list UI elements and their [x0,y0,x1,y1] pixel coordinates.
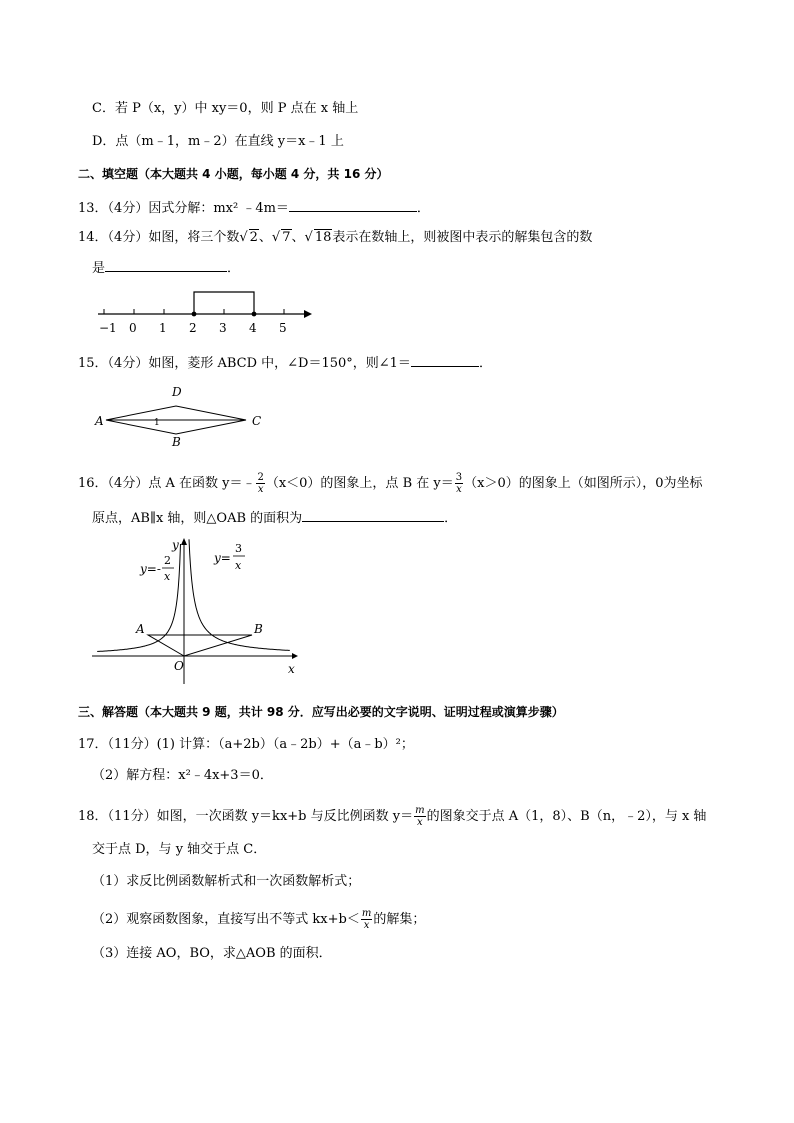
label-c: C [252,414,262,428]
sqrt-18: √ 18 [304,230,332,245]
number-line-tick-label: 0 [129,321,137,335]
label-d: D [172,385,182,399]
label-y: y [172,538,179,552]
q13-text: 13．（4分）因式分解：mx² ﹣4m＝ [78,201,289,216]
question-14 [78,229,592,246]
label-b: B [254,622,263,636]
q14-line2 [92,259,240,277]
left-curve-den: x [164,570,171,583]
q14-pre: 14．（4分）如图，将三个数 [78,230,240,245]
x-axis-arrow [292,653,298,659]
sqrt-2: √ 2 [239,230,258,245]
q15-text: 15．（4分）如图，菱形 ABCD 中，∠D＝150°，则∠1＝ [78,356,411,371]
q15-answer-blank[interactable] [411,354,479,367]
q13-answer-blank[interactable] [289,199,417,212]
section-3-title: 三、解答题（本大题共 9 题，共计 98 分．应写出必要的文字说明、证明过程或演算步骤） [78,705,564,719]
q18-sub2-a: （2）观察函数图象，直接写出不等式 kx+b＜ [92,912,360,927]
left-curve-num: 2 [164,554,171,567]
section-2-title: 二、填空题（本大题共 4 小题，每小题 4 分，共 16 分） [78,167,389,181]
fraction-2-over-x: $\frac{2}{x}$ [257,472,264,495]
number-line-tick-label: 3 [219,321,227,335]
question-16 [78,472,702,495]
number-line-tick-label: 4 [249,321,257,335]
number-line-tick-label: 1 [159,321,167,335]
fraction-3-over-x: $\frac{3}{x}$ [455,472,463,495]
label-b: B [172,435,181,449]
q16-p3: （x＞0）的图象上（如图所示），0为坐标 [464,476,703,491]
q14-post: 表示在数轴上，则被图中表示的解集包含的数 [332,230,593,245]
number-line-tick-label: 2 [189,321,197,335]
q16-line2-text: 原点，AB∥x 轴，则△OAB 的面积为 [92,511,303,526]
q18-sub2-b: 的解集； [373,912,426,927]
number-line-tick-label: 5 [279,321,287,335]
q17-line1: 17．（11分）(1) 计算：（a+2b）（a﹣2b）+（a﹣b）²； [78,737,414,752]
q16-p2: （x＜0）的图象上，点 B 在 y＝ [265,476,454,491]
q18-line2: 交于点 D，与 y 轴交于点 C． [92,842,267,857]
rhombus-figure [90,380,270,448]
q14-answer-blank[interactable] [105,259,227,272]
question-15 [78,354,492,372]
sqrt-7: √ 7 [271,230,291,245]
q18-sub1: （1）求反比例函数解析式和一次函数解析式； [92,874,361,889]
right-curve-num: 3 [235,542,242,555]
q16-p1: 16．（4分）点 A 在函数 y＝﹣ [78,476,256,491]
number-line-tick-label: −1 [99,321,117,335]
q16-answer-blank[interactable] [302,509,444,522]
fraction-m-over-x-2: $\frac{m}{x}$ [361,908,372,931]
q18-sub2 [92,908,425,931]
question-13 [78,199,430,217]
q14-sep-1: 、 [258,230,272,245]
label-a: A [95,414,104,428]
number-line-figure [92,286,312,338]
label-a: A [136,622,145,636]
triangle-oab [148,635,252,656]
q18-p2: 的图象交于点 A（1，8）、B（n，﹣2），与 x 轴 [426,809,707,824]
number-line-arrow [304,310,312,318]
option-d: D．点（m﹣1，m﹣2）在直线 y＝x﹣1 上 [92,134,344,149]
right-curve-label: y= [214,551,231,565]
right-curve-den: x [235,559,242,572]
q14-sep-2: 、 [291,230,305,245]
option-c: C．若 P（x，y）中 xy＝0，则 P 点在 x 轴上 [92,101,359,116]
label-x: x [288,662,295,676]
question-18 [78,805,706,828]
hyperbola-figure [92,536,302,688]
q16-line2 [92,509,457,527]
fraction-m-over-x: $\frac{m}{x}$ [415,805,425,828]
q15-end: ． [478,356,492,371]
left-curve-label: y=- [140,562,161,576]
label-angle-1: 1 [154,418,160,428]
q18-sub3: （3）连接 AO，BO，求△AOB 的面积． [92,946,332,961]
q18-p1: 18．（11分）如图，一次函数 y＝kx+b 与反比例函数 y＝ [78,809,414,824]
label-o: O [174,659,184,673]
q17-line2: （2）解方程：x²﹣4x+3＝0． [92,768,273,783]
q13-end: ． [416,201,430,216]
q14-line2-text: 是 [92,261,106,276]
q14-end: ． [227,261,241,276]
y-axis-arrow [181,538,187,545]
q16-end: ． [444,511,458,526]
